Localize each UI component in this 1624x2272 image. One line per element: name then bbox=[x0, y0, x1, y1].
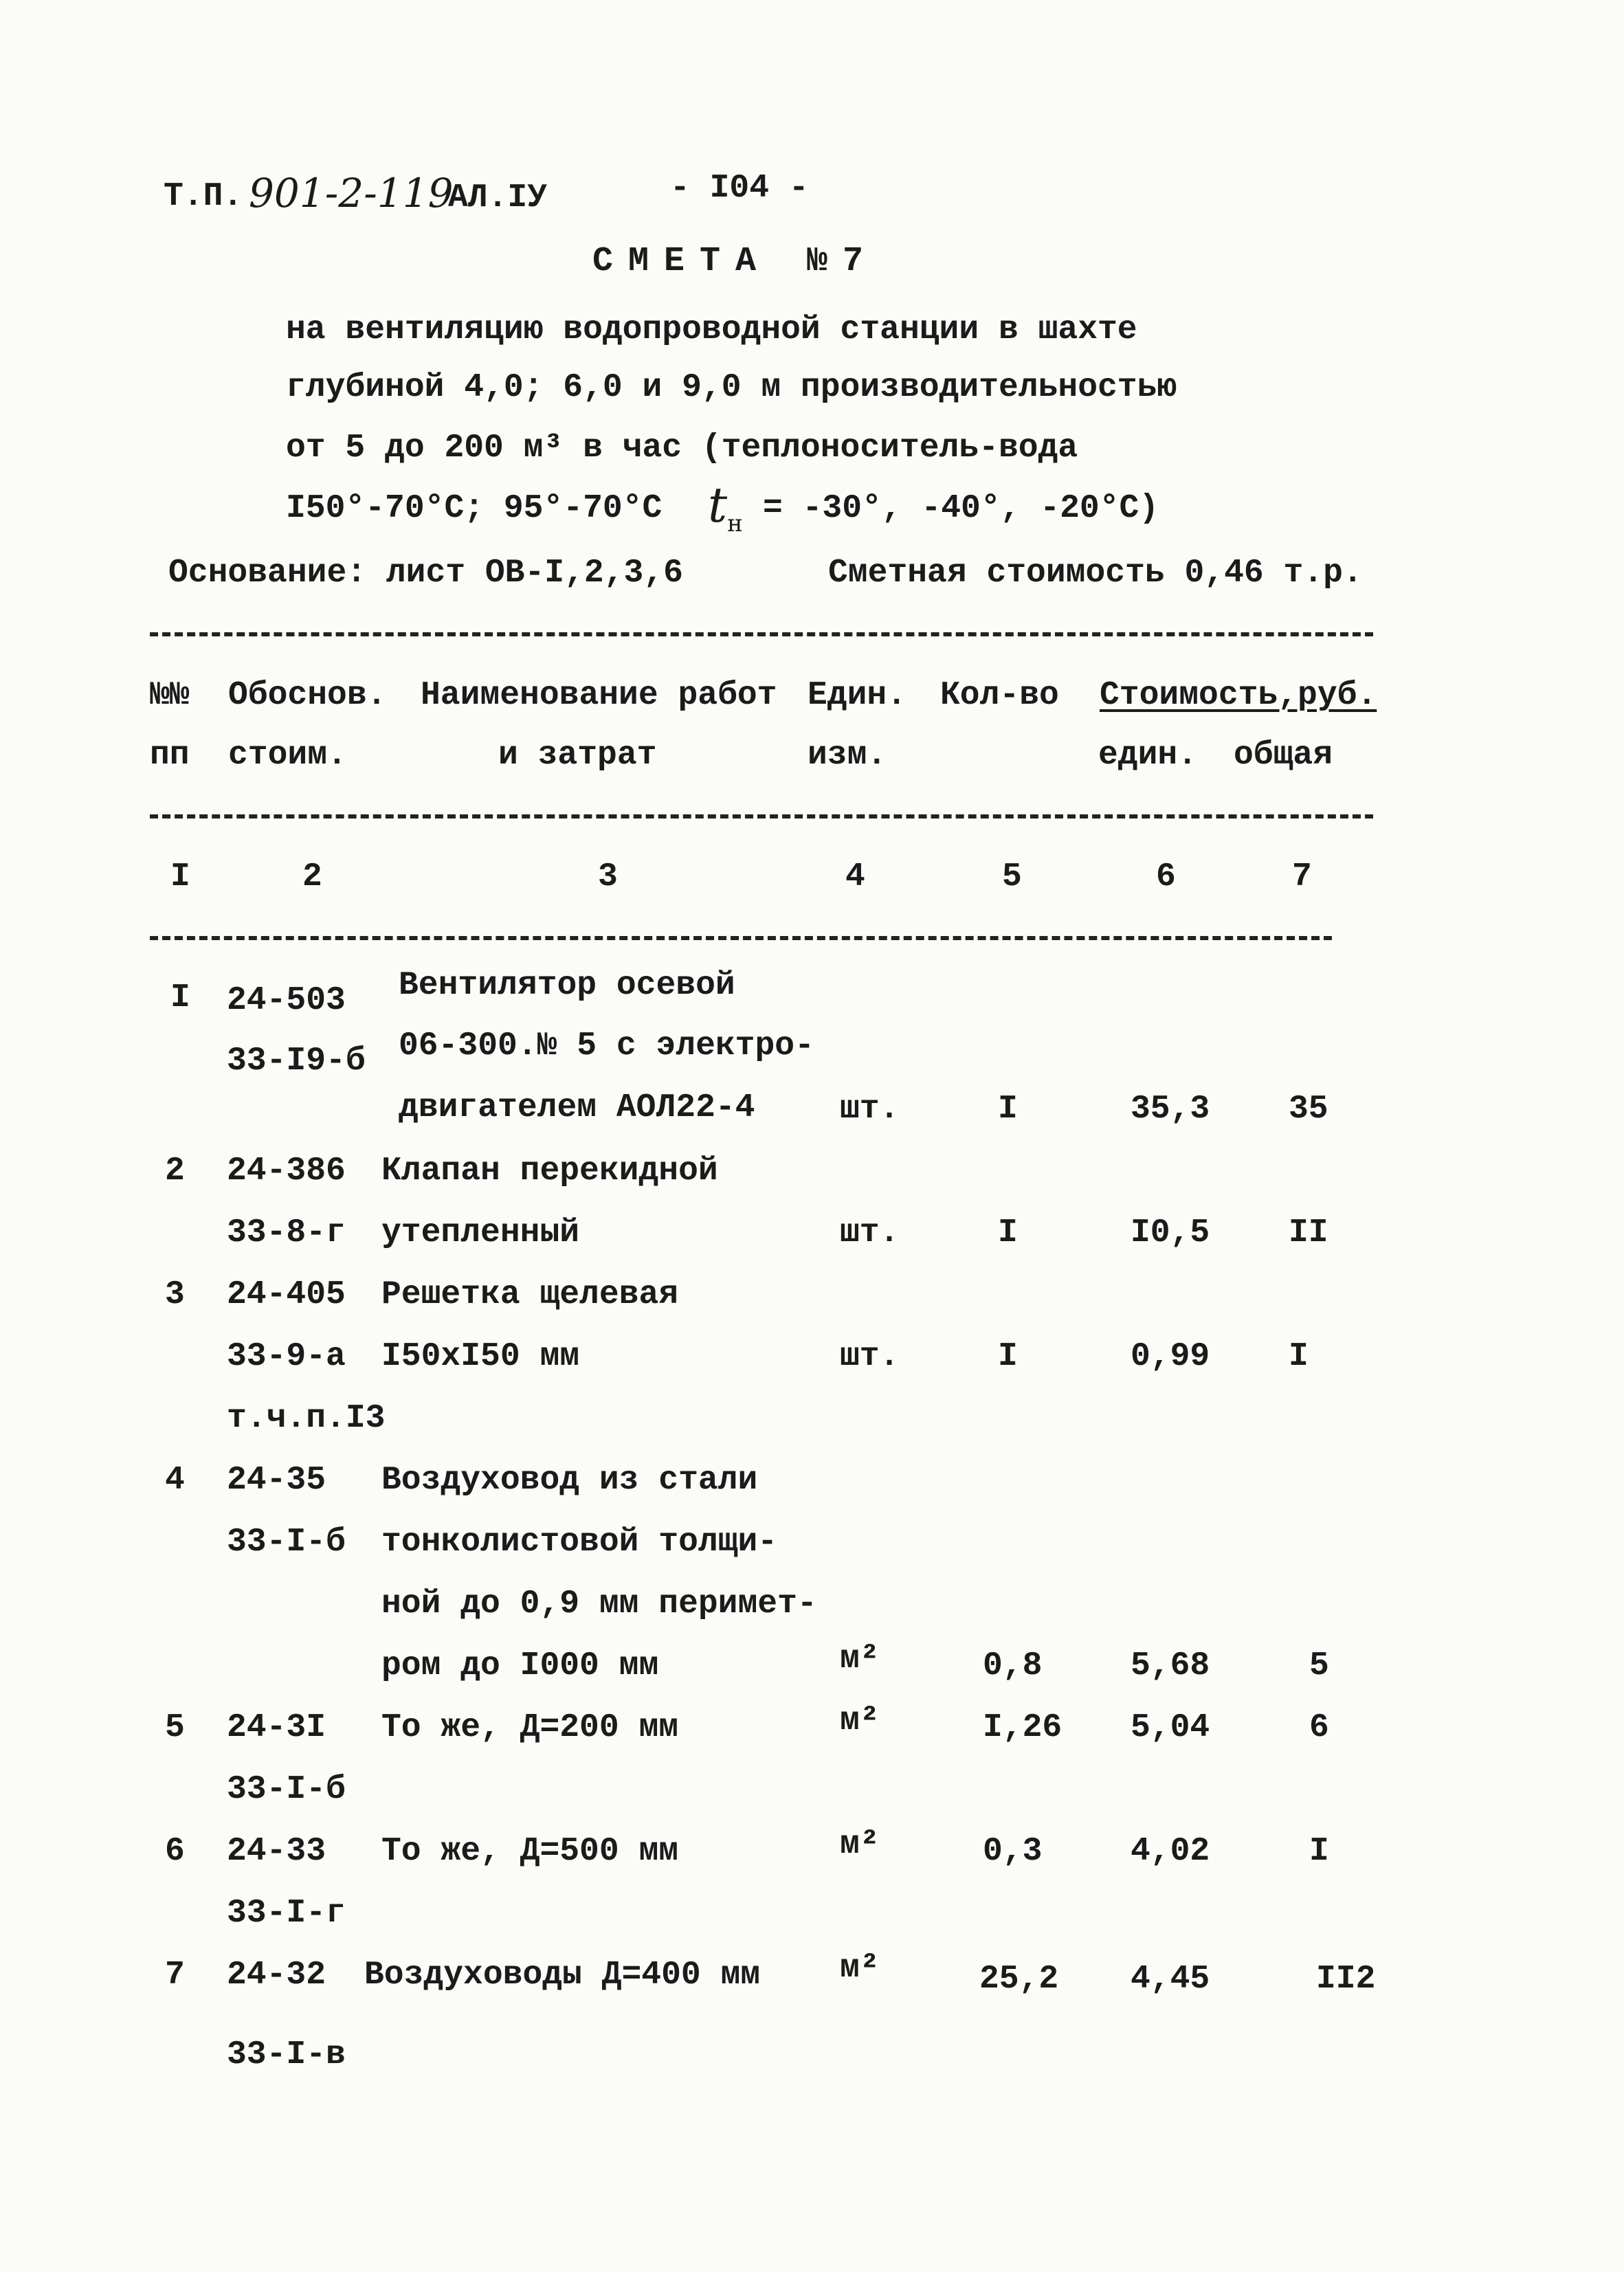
row-price: 4,45 bbox=[1131, 1961, 1210, 1998]
row-basis: 33-9-а bbox=[227, 1338, 346, 1375]
column-number: 7 bbox=[1292, 858, 1312, 895]
row-price: 4,02 bbox=[1131, 1833, 1210, 1870]
subtitle-line-1: на вентиляцию водопроводной станции в шахте bbox=[286, 311, 1137, 348]
page-number: - I04 - bbox=[670, 170, 809, 207]
row-unit: м² bbox=[840, 1702, 880, 1739]
row-price: 5,04 bbox=[1131, 1709, 1210, 1746]
row-total: I bbox=[1309, 1833, 1329, 1870]
header-cost-unit: един. bbox=[1098, 737, 1198, 774]
row-basis: 33-8-г bbox=[227, 1214, 346, 1251]
row-qty: 0,3 bbox=[983, 1833, 1043, 1870]
row-num: 2 bbox=[165, 1152, 185, 1190]
row-basis: 24-503 bbox=[227, 982, 346, 1019]
row-total: II bbox=[1289, 1214, 1328, 1251]
row-qty: 0,8 bbox=[983, 1647, 1043, 1684]
row-qty: 25,2 bbox=[979, 1961, 1059, 1998]
header-basis-1: Обоснов. bbox=[228, 677, 387, 714]
row-name: Клапан перекидной bbox=[381, 1152, 718, 1190]
row-name: ром до I000 мм bbox=[381, 1647, 659, 1684]
column-number: 5 bbox=[1002, 858, 1022, 895]
row-price: 0,99 bbox=[1131, 1338, 1210, 1375]
column-number: 2 bbox=[302, 858, 322, 895]
row-basis: 24-35 bbox=[227, 1462, 326, 1499]
row-name: I50xI50 мм bbox=[381, 1338, 580, 1375]
doc-title: СМЕТА №7 bbox=[592, 242, 879, 281]
header-num-2: пп bbox=[150, 737, 190, 774]
row-unit: шт. bbox=[840, 1338, 900, 1375]
row-basis: т.ч.п.I3 bbox=[227, 1400, 386, 1437]
row-total: 35 bbox=[1289, 1091, 1328, 1128]
column-number: 6 bbox=[1156, 858, 1176, 895]
row-qty: I bbox=[998, 1338, 1018, 1375]
row-price: I0,5 bbox=[1131, 1214, 1210, 1251]
header-cost: Стоимость,руб. bbox=[1100, 677, 1377, 714]
row-basis: 24-32 bbox=[227, 1957, 326, 1994]
row-basis: 33-I-в bbox=[227, 2036, 346, 2073]
header-name-1: Наименование работ bbox=[421, 677, 777, 714]
row-basis: 33-I9-б bbox=[227, 1043, 366, 1080]
row-name: Воздуховоды Д=400 мм bbox=[364, 1957, 761, 1994]
row-name: Воздуховод из стали bbox=[381, 1462, 758, 1499]
row-basis: 33-I-г bbox=[227, 1895, 346, 1932]
subtitle-line-2: глубиной 4,0; 6,0 и 9,0 м производительностью bbox=[286, 369, 1177, 406]
header-cost-total: общая bbox=[1234, 737, 1333, 774]
divider bbox=[150, 936, 1332, 940]
row-unit: м² bbox=[840, 1950, 880, 1987]
row-name: 06-300.№ 5 с электро- bbox=[399, 1027, 814, 1065]
divider bbox=[150, 632, 1373, 636]
row-qty: I bbox=[998, 1091, 1018, 1128]
subtitle-line-3: от 5 до 200 м³ в час (теплоноситель-вода bbox=[286, 430, 1078, 467]
outdoor-temp-values: = -30°, -40°, -20°С) bbox=[763, 490, 1159, 527]
row-qty: I,26 bbox=[983, 1709, 1063, 1746]
row-num: 6 bbox=[165, 1833, 185, 1870]
row-name: утепленный bbox=[381, 1214, 580, 1251]
row-basis: 24-33 bbox=[227, 1833, 326, 1870]
row-name: ной до 0,9 мм перимет- bbox=[381, 1585, 817, 1623]
row-num: 7 bbox=[165, 1957, 185, 1994]
row-num: 4 bbox=[165, 1462, 185, 1499]
row-basis: 33-I-б bbox=[227, 1771, 346, 1808]
row-num: 5 bbox=[165, 1709, 185, 1746]
doc-code-prefix: Т.П. bbox=[164, 178, 243, 215]
header-qty: Кол-во bbox=[940, 677, 1059, 714]
row-price: 5,68 bbox=[1131, 1647, 1210, 1684]
row-total: 6 bbox=[1309, 1709, 1329, 1746]
outdoor-temp-symbol: $t_н$ bbox=[708, 477, 743, 537]
row-name: двигателем АОЛ22-4 bbox=[399, 1089, 755, 1126]
row-basis: 24-386 bbox=[227, 1152, 346, 1190]
row-unit: шт. bbox=[840, 1214, 900, 1251]
row-basis: 24-3I bbox=[227, 1709, 326, 1746]
divider bbox=[150, 814, 1373, 818]
row-total: II2 bbox=[1316, 1961, 1376, 1998]
row-basis: 33-I-б bbox=[227, 1524, 346, 1561]
row-name: То же, Д=500 мм bbox=[381, 1833, 679, 1870]
subtitle-line-4: I50°-70°С; 95°-70°С bbox=[286, 490, 663, 527]
row-unit: м² bbox=[840, 1640, 880, 1678]
basis: Основание: лист ОВ-I,2,3,6 bbox=[168, 555, 683, 592]
row-price: 35,3 bbox=[1131, 1091, 1210, 1128]
row-name: Решетка щелевая bbox=[381, 1276, 679, 1313]
column-number: I bbox=[170, 858, 190, 895]
column-number: 3 bbox=[598, 858, 618, 895]
column-number: 4 bbox=[845, 858, 865, 895]
header-num-1: №№ bbox=[150, 677, 190, 714]
row-name: Вентилятор осевой bbox=[399, 967, 735, 1004]
row-unit: шт. bbox=[840, 1091, 900, 1128]
header-basis-2: стоим. bbox=[228, 737, 347, 774]
doc-code-suffix: АЛ.IУ bbox=[448, 179, 548, 216]
header-unit-2: изм. bbox=[808, 737, 887, 774]
row-num: I bbox=[170, 979, 190, 1016]
header-name-2: и затрат bbox=[498, 737, 657, 774]
row-unit: м² bbox=[840, 1826, 880, 1863]
header-unit-1: Един. bbox=[808, 677, 907, 714]
row-total: I bbox=[1289, 1338, 1309, 1375]
row-name: тонколистовой толщи- bbox=[381, 1524, 778, 1561]
row-qty: I bbox=[998, 1214, 1018, 1251]
row-basis: 24-405 bbox=[227, 1276, 346, 1313]
row-total: 5 bbox=[1309, 1647, 1329, 1684]
row-num: 3 bbox=[165, 1276, 185, 1313]
doc-code-handwritten: 901-2-119 bbox=[249, 170, 454, 216]
row-name: То же, Д=200 мм bbox=[381, 1709, 679, 1746]
estimated-cost: Сметная стоимость 0,46 т.р. bbox=[828, 555, 1363, 592]
